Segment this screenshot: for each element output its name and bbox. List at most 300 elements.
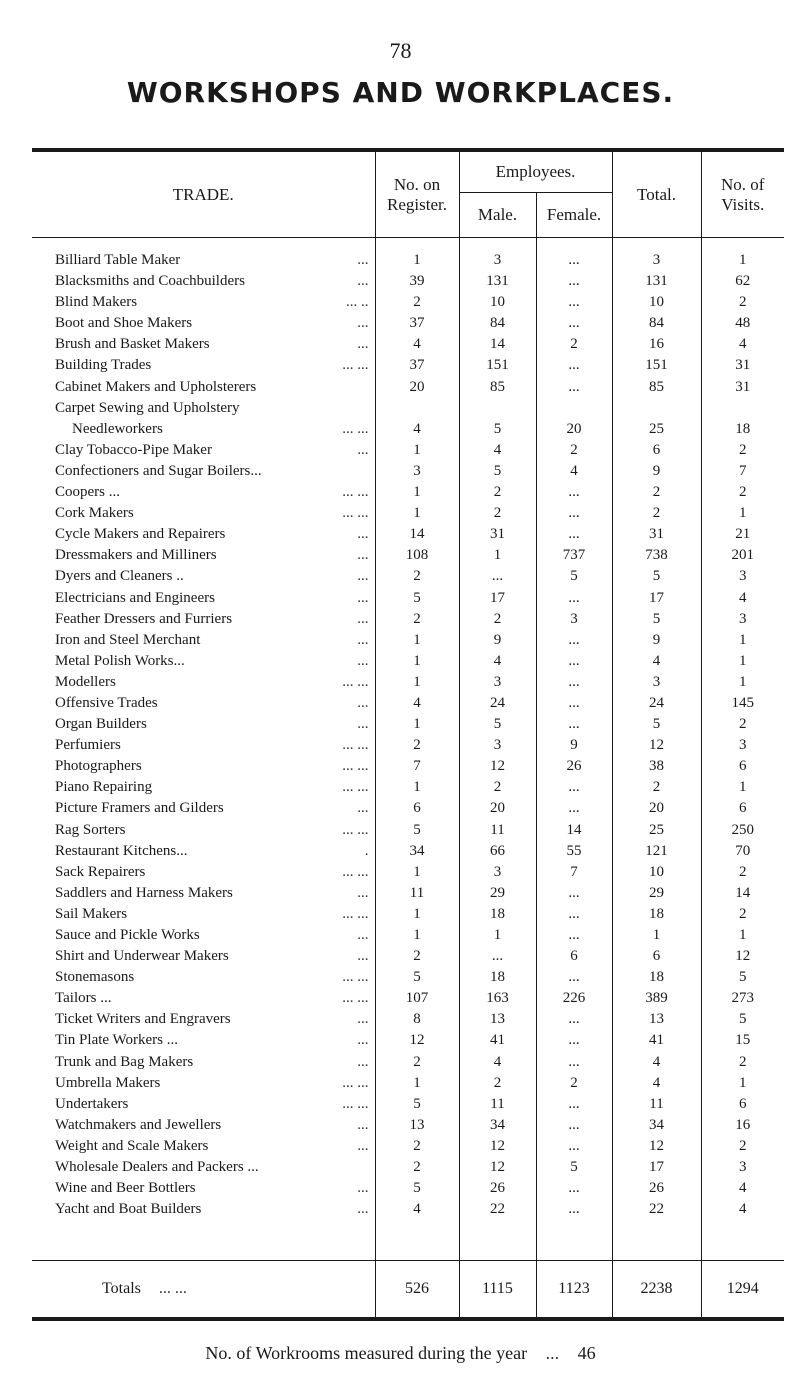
trade-name: Clay Tobacco-Pipe Maker	[55, 441, 212, 458]
visits-cell: 1	[739, 505, 747, 522]
male-header: Male.	[459, 193, 536, 238]
trade-name: Carpet Sewing and Upholstery	[55, 399, 240, 416]
table-row	[32, 693, 784, 714]
visits-cell: 21	[735, 526, 751, 543]
trade-name: Cycle Makers and Repairers	[55, 526, 226, 543]
register-cell: 6	[375, 798, 459, 819]
total-cell: 10	[612, 862, 701, 883]
leader-dots: ...	[357, 1201, 369, 1218]
register-cell	[375, 398, 459, 419]
trade-name: Weight and Scale Makers	[55, 1137, 209, 1154]
female-cell: 737	[536, 545, 612, 566]
leader-dots: ...	[357, 273, 369, 290]
register-cell: 1	[375, 440, 459, 461]
trade-name: Perfumiers	[55, 737, 121, 754]
register-cell: 37	[375, 313, 459, 334]
trade-name: Umbrella Makers	[55, 1074, 161, 1091]
table-row	[32, 735, 784, 756]
visits-cell: 4	[739, 1180, 747, 1197]
female-cell: 2	[536, 440, 612, 461]
trade-cell	[32, 1030, 375, 1051]
trade-name: Rag Sorters	[55, 821, 126, 838]
visits-cell: 2	[739, 1137, 747, 1154]
female-cell: ...	[536, 798, 612, 819]
trade-name: Sauce and Pickle Works	[55, 927, 200, 943]
register-cell: 1	[375, 672, 459, 693]
female-cell: ...	[536, 904, 612, 925]
leader-dots: ... ...	[342, 1095, 369, 1112]
female-cell: 9	[536, 735, 612, 756]
visits-cell: 3	[739, 737, 747, 754]
table-row	[32, 377, 784, 398]
female-cell: 5	[536, 1157, 612, 1178]
total-cell: 10	[612, 292, 701, 313]
table-row	[32, 313, 784, 334]
register-cell: 4	[375, 419, 459, 440]
register-cell: 2	[375, 609, 459, 630]
total-cell: 84	[612, 313, 701, 334]
female-cell: 55	[536, 841, 612, 862]
table-row	[32, 292, 784, 313]
trade-cell	[32, 904, 375, 925]
male-cell: 4	[459, 651, 536, 672]
table-row	[32, 545, 784, 566]
trade-name: Photographers	[55, 758, 142, 775]
total-cell: 16	[612, 334, 701, 355]
trade-cell	[32, 925, 375, 946]
table-row	[32, 250, 784, 271]
register-cell: 34	[375, 841, 459, 862]
trade-cell	[32, 313, 375, 334]
male-cell: 14	[459, 334, 536, 355]
leader-dots: ...	[357, 1137, 369, 1154]
trade-name: Tin Plate Workers ...	[55, 1032, 178, 1049]
visits-cell: 2	[739, 484, 747, 501]
page-heading: WORKSHOPS AND WORKPLACES.	[126, 76, 675, 109]
male-cell: 3	[459, 250, 536, 271]
visits-cell: 18	[735, 420, 751, 437]
leader-dots: ...	[357, 336, 369, 353]
trade-name: Coopers ...	[55, 484, 120, 501]
register-cell: 1	[375, 777, 459, 798]
trade-name: Iron and Steel Merchant	[55, 631, 201, 648]
total-cell: 22	[612, 1199, 701, 1220]
trade-cell	[32, 651, 375, 672]
total-cell: 41	[612, 1030, 701, 1051]
total-cell: 18	[612, 904, 701, 925]
female-cell: ...	[536, 925, 612, 946]
register-cell: 13	[375, 1115, 459, 1136]
register-cell: 37	[375, 355, 459, 376]
visits-cell: 1	[739, 252, 747, 268]
leader-dots: ... ...	[342, 737, 369, 754]
male-cell: 18	[459, 904, 536, 925]
male-cell: 2	[459, 482, 536, 503]
trade-name: Blacksmiths and Coachbuilders	[55, 273, 245, 290]
leader-dots: ...	[357, 927, 369, 943]
trade-name: Blind Makers	[55, 294, 138, 311]
register-cell: 11	[375, 883, 459, 904]
total-cell: 25	[612, 419, 701, 440]
leader-dots: ... ...	[342, 505, 369, 522]
total-cell: 151	[612, 355, 701, 376]
male-cell: 1	[459, 925, 536, 946]
male-cell: 20	[459, 798, 536, 819]
female-cell: ...	[536, 1009, 612, 1030]
male-cell: 12	[459, 1136, 536, 1157]
trade-name: Electricians and Engineers	[55, 589, 215, 606]
male-cell: 4	[459, 440, 536, 461]
trade-name: Sail Makers	[55, 905, 128, 922]
register-cell: 2	[375, 735, 459, 756]
table-row	[32, 1009, 784, 1030]
trade-name: Trunk and Bag Makers	[55, 1053, 194, 1070]
leader-dots: ...	[357, 315, 369, 332]
female-cell: ...	[536, 777, 612, 798]
total-cell: 26	[612, 1178, 701, 1199]
table-row	[32, 1030, 784, 1051]
visits-cell: 3	[739, 568, 747, 585]
total-cell: 9	[612, 630, 701, 651]
register-cell: 1	[375, 714, 459, 735]
table-row	[32, 355, 784, 376]
total-cell: 2	[612, 503, 701, 524]
female-cell: 5	[536, 566, 612, 587]
trade-name: Cabinet Makers and Upholsterers	[55, 378, 257, 395]
female-cell: ...	[536, 651, 612, 672]
visits-cell	[701, 398, 784, 419]
register-cell: 8	[375, 1009, 459, 1030]
male-cell: ...	[459, 946, 536, 967]
register-cell: 2	[375, 946, 459, 967]
trade-cell	[32, 1052, 375, 1073]
trade-name: Yacht and Boat Builders	[55, 1201, 202, 1218]
leader-dots: ... ...	[342, 1074, 369, 1091]
table-row	[32, 651, 784, 672]
leader-dots: ... ...	[342, 905, 369, 922]
male-cell: 9	[459, 630, 536, 651]
total-cell: 17	[612, 1157, 701, 1178]
male-cell: 151	[459, 355, 536, 376]
trade-name: Sack Repairers	[55, 863, 146, 880]
female-cell: ...	[536, 588, 612, 609]
table-row	[32, 440, 784, 461]
female-cell: ...	[536, 355, 612, 376]
visits-cell: 62	[735, 273, 751, 290]
total-cell: 4	[612, 1052, 701, 1073]
male-cell: 131	[459, 271, 536, 292]
total-cell: 85	[612, 377, 701, 398]
visits-cell: 1	[739, 927, 747, 943]
leader-dots: ...	[357, 610, 369, 627]
male-cell: 3	[459, 735, 536, 756]
workrooms-footer	[0, 1343, 801, 1364]
leader-dots: ...	[357, 716, 369, 733]
male-cell: 5	[459, 714, 536, 735]
male-cell: 31	[459, 524, 536, 545]
totals-female: 1123	[536, 1261, 612, 1318]
totals-total: 2238	[612, 1261, 701, 1318]
male-cell: 5	[459, 419, 536, 440]
trade-name: Organ Builders	[55, 716, 147, 733]
male-cell: 13	[459, 1009, 536, 1030]
trade-name: Dyers and Cleaners ..	[55, 568, 184, 585]
trade-name: Picture Framers and Gilders	[55, 800, 224, 817]
total-cell: 18	[612, 967, 701, 988]
visits-cell: 70	[735, 842, 751, 859]
leader-dots: ...	[357, 652, 369, 669]
total-cell: 3	[612, 672, 701, 693]
visits-cell: 5	[739, 969, 747, 986]
visits-cell: 3	[739, 610, 747, 627]
totals-register: 526	[375, 1261, 459, 1318]
visits-cell: 273	[731, 990, 755, 1007]
register-cell: 1	[375, 925, 459, 946]
trade-cell	[32, 355, 375, 376]
table-row	[32, 756, 784, 777]
table-row	[32, 503, 784, 524]
trade-name: Brush and Basket Makers	[55, 336, 210, 353]
register-cell: 3	[375, 461, 459, 482]
visits-cell: 145	[731, 694, 755, 711]
table-row	[32, 334, 784, 355]
leader-dots: .	[364, 842, 369, 859]
table-row	[32, 588, 784, 609]
visits-cell: 2	[739, 441, 747, 458]
total-cell: 13	[612, 1009, 701, 1030]
trade-cell	[32, 798, 375, 819]
male-cell: 22	[459, 1199, 536, 1220]
male-cell: 3	[459, 862, 536, 883]
workrooms-leader-dots: ...	[545, 1343, 560, 1363]
register-cell: 1	[375, 904, 459, 925]
visits-cell: 31	[735, 378, 751, 395]
male-cell: 2	[459, 1073, 536, 1094]
trade-cell	[32, 524, 375, 545]
table-row	[32, 1073, 784, 1094]
total-cell: 11	[612, 1094, 701, 1115]
register-cell: 2	[375, 1136, 459, 1157]
totals-row	[32, 1261, 784, 1318]
visits-cell: 15	[735, 1032, 751, 1049]
leader-dots: ... ...	[342, 758, 369, 775]
register-cell: 5	[375, 1094, 459, 1115]
visits-cell: 6	[739, 758, 747, 775]
trade-name: Cork Makers	[55, 505, 134, 522]
total-cell: 29	[612, 883, 701, 904]
female-cell: ...	[536, 1199, 612, 1220]
trade-cell	[32, 377, 375, 398]
leader-dots: ...	[357, 589, 369, 606]
trade-cell	[32, 250, 375, 271]
male-cell: 34	[459, 1115, 536, 1136]
male-cell: 12	[459, 1157, 536, 1178]
register-cell: 14	[375, 524, 459, 545]
trade-cell	[32, 398, 375, 419]
visits-cell: 6	[739, 800, 747, 817]
leader-dots: ... ...	[342, 420, 369, 437]
trade-name: Modellers	[55, 673, 116, 690]
female-cell: 14	[536, 820, 612, 841]
female-cell: ...	[536, 1178, 612, 1199]
register-cell: 2	[375, 1052, 459, 1073]
male-cell: 2	[459, 609, 536, 630]
spacer-row	[32, 1220, 784, 1261]
male-cell: 11	[459, 1094, 536, 1115]
trade-cell	[32, 292, 375, 313]
female-cell	[536, 398, 612, 419]
total-cell: 4	[612, 651, 701, 672]
total-cell: 31	[612, 524, 701, 545]
trade-name: Building Trades	[55, 357, 152, 374]
trade-cell	[32, 566, 375, 587]
table-row	[32, 883, 784, 904]
register-cell: 1	[375, 1073, 459, 1094]
table-row	[32, 904, 784, 925]
male-cell: 1	[459, 545, 536, 566]
register-cell: 1	[375, 862, 459, 883]
male-cell: 10	[459, 292, 536, 313]
male-cell: 84	[459, 313, 536, 334]
total-cell: 121	[612, 841, 701, 862]
total-cell: 5	[612, 714, 701, 735]
trade-cell	[32, 1115, 375, 1136]
trade-cell	[32, 946, 375, 967]
trade-cell	[32, 334, 375, 355]
trade-cell	[32, 503, 375, 524]
table-row	[32, 862, 784, 883]
visits-cell: 3	[739, 1159, 747, 1176]
table-row	[32, 1052, 784, 1073]
visits-cell: 5	[739, 1011, 747, 1028]
trade-cell	[32, 672, 375, 693]
table-row	[32, 609, 784, 630]
male-cell: ...	[459, 566, 536, 587]
female-header: Female.	[536, 193, 612, 238]
trade-name: Saddlers and Harness Makers	[55, 884, 233, 901]
female-cell: ...	[536, 292, 612, 313]
trade-cell	[32, 1178, 375, 1199]
table-row	[32, 1115, 784, 1136]
male-cell: 24	[459, 693, 536, 714]
register-cell: 5	[375, 1178, 459, 1199]
trade-cell	[32, 271, 375, 292]
female-cell: ...	[536, 672, 612, 693]
register-cell: 5	[375, 967, 459, 988]
leader-dots: ... ...	[342, 821, 369, 838]
female-cell: ...	[536, 1052, 612, 1073]
table-row	[32, 841, 784, 862]
visits-cell: 14	[735, 884, 751, 901]
visits-cell: 201	[731, 547, 755, 564]
female-cell: 7	[536, 862, 612, 883]
visits-cell: 250	[731, 821, 755, 838]
trade-cell	[32, 588, 375, 609]
female-cell: 2	[536, 334, 612, 355]
employees-header: Employees.	[459, 152, 612, 193]
male-cell	[459, 398, 536, 419]
female-cell: ...	[536, 1136, 612, 1157]
leader-dots: ...	[357, 1032, 369, 1049]
total-cell: 9	[612, 461, 701, 482]
trade-name: Boot and Shoe Makers	[55, 315, 193, 332]
trade-name: Restaurant Kitchens...	[55, 842, 188, 859]
female-cell: ...	[536, 503, 612, 524]
female-cell: ...	[536, 630, 612, 651]
page-number: 78	[389, 38, 412, 63]
leader-dots: ...	[357, 1011, 369, 1028]
trade-cell	[32, 714, 375, 735]
trade-cell	[32, 1094, 375, 1115]
leader-dots: ...	[357, 694, 369, 711]
visits-cell: 4	[739, 1201, 747, 1218]
register-cell: 4	[375, 693, 459, 714]
total-cell: 738	[612, 545, 701, 566]
trade-name: Needleworkers	[72, 420, 163, 437]
register-cell: 2	[375, 566, 459, 587]
trade-name: Dressmakers and Milliners	[55, 547, 217, 564]
visits-cell: 2	[739, 863, 747, 880]
table-row	[32, 630, 784, 651]
trade-cell	[32, 630, 375, 651]
table-row	[32, 1199, 784, 1220]
table-row	[32, 714, 784, 735]
table-row	[32, 777, 784, 798]
female-cell: 2	[536, 1073, 612, 1094]
trade-cell	[32, 545, 375, 566]
table-row	[32, 988, 784, 1009]
visits-cell: 2	[739, 905, 747, 922]
total-cell: 17	[612, 588, 701, 609]
total-cell: 25	[612, 820, 701, 841]
totals-visits: 1294	[701, 1261, 784, 1318]
trade-name: Piano Repairing	[55, 779, 153, 796]
trade-cell	[32, 1199, 375, 1220]
register-cell: 7	[375, 756, 459, 777]
visits-cell: 7	[739, 462, 747, 479]
visits-cell: 1	[739, 1074, 747, 1091]
total-cell: 389	[612, 988, 701, 1009]
table-row	[32, 946, 784, 967]
register-cell: 107	[375, 988, 459, 1009]
trade-name: Offensive Trades	[55, 694, 158, 711]
leader-dots: ... ..	[346, 294, 369, 311]
female-cell: 26	[536, 756, 612, 777]
trade-name: Feather Dressers and Furriers	[55, 610, 233, 627]
female-cell: ...	[536, 271, 612, 292]
register-cell: 2	[375, 1157, 459, 1178]
leader-dots: ...	[357, 526, 369, 543]
total-cell: 12	[612, 735, 701, 756]
visits-cell: 31	[735, 357, 751, 374]
trade-cell	[32, 1136, 375, 1157]
leader-dots: ...	[357, 1116, 369, 1133]
leader-dots: ... ...	[342, 673, 369, 690]
female-cell: 4	[536, 461, 612, 482]
female-cell: 6	[536, 946, 612, 967]
male-cell: 3	[459, 672, 536, 693]
workrooms-label: No. of Workrooms measured during the year	[205, 1343, 528, 1363]
leader-dots: ...	[357, 568, 369, 585]
visits-cell: 48	[735, 315, 751, 332]
total-cell: 3	[612, 250, 701, 271]
total-cell: 20	[612, 798, 701, 819]
totals-male: 1115	[459, 1261, 536, 1318]
total-header: Total.	[612, 152, 701, 238]
male-cell: 11	[459, 820, 536, 841]
male-cell: 29	[459, 883, 536, 904]
table-body	[32, 238, 784, 1261]
